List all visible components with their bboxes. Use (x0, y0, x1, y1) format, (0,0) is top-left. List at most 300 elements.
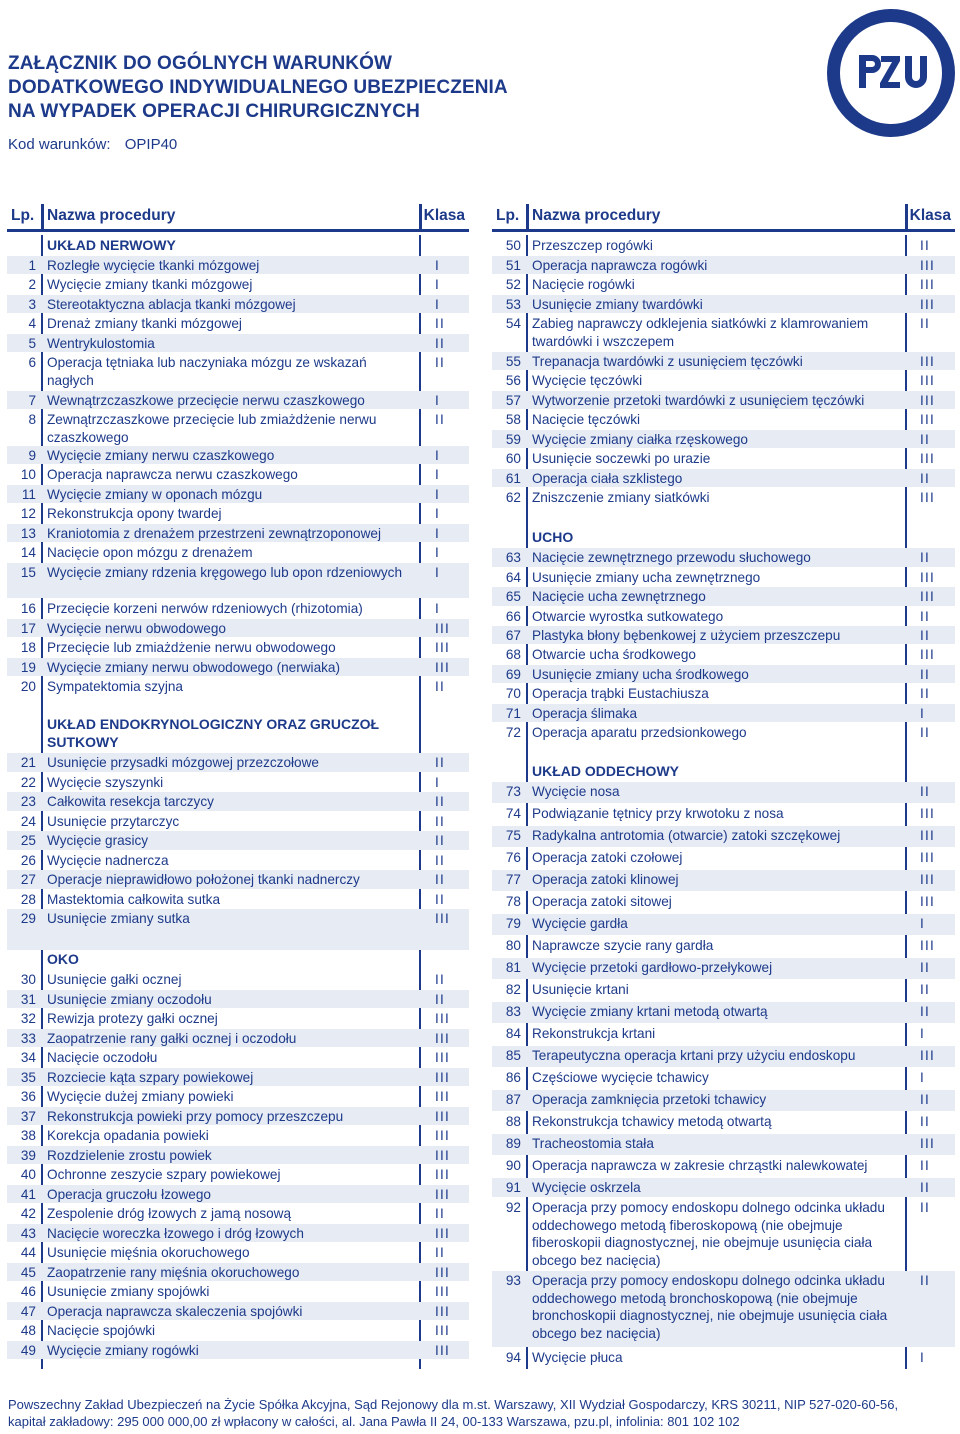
row-procedure-name: Operacja naprawcza w zakresie chrząstki nalewkowatej (532, 1158, 868, 1173)
row-procedure-name: Tracheostomia stała (532, 1136, 654, 1151)
row-klasa: III (920, 570, 935, 585)
row-klasa: I (435, 487, 440, 502)
row-klasa: I (435, 601, 440, 616)
row-procedure-name: Usunięcie zmiany sutka (47, 911, 190, 926)
row-procedure-name: Operacja przy pomocy endoskopu dolnego odcinka układu oddechowego metodą fiberoskopową (nie obejmuje fiberoskopii diagnostycznej, nie obejmuje usunięcia ciała obcego bez nacięcia) (532, 1200, 885, 1268)
table-row (492, 256, 955, 274)
table-row (492, 914, 955, 935)
row-procedure-name: Zewnątrzczaszkowe przecięcie lub zmiażdżenie nerwu czaszkowego (47, 412, 377, 445)
table-row (492, 723, 955, 761)
row-procedure-name: Rekonstrukcja powieki przy pomocy przeszczepu (47, 1109, 344, 1124)
table-row (7, 1087, 469, 1106)
row-klasa: I (435, 775, 440, 790)
row-procedure-name: Zniszczenie zmiany siatkówki (532, 490, 710, 505)
row-procedure-name: Naprawcze szycie rany gardła (532, 938, 714, 953)
table-row (7, 773, 469, 791)
row-procedure-name: Usunięcie zmiany oczodołu (47, 992, 212, 1007)
row-lp: 75 (505, 828, 521, 843)
row-klasa: III (435, 1343, 450, 1358)
row-klasa: I (920, 706, 925, 721)
row-lp: 54 (505, 316, 521, 331)
row-klasa: II (435, 892, 445, 907)
table-row (7, 1068, 469, 1086)
row-procedure-name: Wycięcie zmiany ciałka rzęskowego (532, 432, 748, 447)
row-procedure-name: Operacja naprawcza rogówki (532, 258, 708, 273)
table-row (492, 804, 955, 825)
row-lp: 47 (20, 1304, 36, 1319)
row-klasa: II (920, 982, 930, 997)
row-procedure-name: Przecięcie lub zmiażdżenie nerwu obwodowego (47, 640, 336, 655)
title-line: ZAŁĄCZNIK DO OGÓLNYCH WARUNKÓW (8, 53, 393, 74)
row-procedure-name: Rozdzielenie zrostu powiek (47, 1148, 212, 1163)
row-lp: 7 (28, 393, 36, 408)
row-lp: 45 (20, 1265, 36, 1280)
row-klasa: III (920, 589, 935, 604)
row-procedure-name: Wycięcie przetoki gardłowo-przełykowej (532, 960, 773, 975)
table-row (492, 352, 955, 370)
table-row (7, 638, 469, 657)
row-lp: 11 (21, 487, 36, 502)
row-klasa: II (435, 833, 445, 848)
row-lp: 43 (20, 1226, 36, 1241)
row-klasa: III (435, 1323, 450, 1338)
table-header (7, 202, 469, 232)
table-row (7, 1185, 469, 1203)
row-lp: 20 (20, 679, 36, 694)
row-klasa: III (920, 894, 935, 909)
row-procedure-name: Operacja ślimaka (532, 706, 638, 721)
table-row (7, 753, 469, 772)
row-procedure-name: Operacja aparatu przedsionkowego (532, 725, 747, 740)
title-line: DODATKOWEGO INDYWIDUALNEGO UBEZPIECZENIA (8, 77, 508, 98)
column-header-lp: Lp. (496, 207, 520, 224)
procedures-table-left (7, 202, 469, 1358)
row-procedure-name: Nacięcie zewnętrznego przewodu słuchowego (532, 550, 811, 565)
row-procedure-name: Operacja zatoki czołowej (532, 850, 683, 865)
row-procedure-name: Wentrykulostomia (47, 336, 155, 351)
table-row (7, 1263, 469, 1281)
row-lp: 78 (505, 894, 521, 909)
table-row (492, 958, 955, 979)
section-title: UKŁAD NERWOWY (47, 236, 176, 253)
table-row (7, 275, 469, 294)
row-procedure-name: Operacja trąbki Eustachiusza (532, 686, 709, 701)
row-procedure-name: Przeszczep rogówki (532, 238, 653, 253)
row-procedure-name: Korekcja opadania powieki (47, 1128, 209, 1143)
row-lp: 65 (505, 589, 521, 604)
row-klasa: II (435, 872, 445, 887)
row-procedure-name: Wycięcie zmiany nerwu czaszkowego (47, 448, 275, 463)
section-heading (7, 951, 469, 969)
table-row (7, 1009, 469, 1028)
table-row (7, 334, 469, 352)
table-row (492, 826, 955, 847)
table-row (492, 645, 955, 664)
row-lp: 38 (20, 1128, 36, 1143)
conditions-code (8, 136, 648, 153)
row-lp: 44 (20, 1245, 36, 1260)
column-header-name: Nazwa procedury (47, 207, 176, 224)
row-klasa: III (920, 451, 935, 466)
row-lp: 66 (505, 609, 521, 624)
row-lp: 27 (20, 872, 36, 887)
row-procedure-name: Wycięcie szyszynki (47, 775, 164, 790)
row-lp: 49 (20, 1343, 36, 1358)
table-row (492, 488, 955, 524)
row-lp: 8 (28, 412, 36, 427)
row-lp: 87 (505, 1092, 521, 1107)
row-klasa: II (920, 1092, 930, 1107)
footer-line: Powszechny Zakład Ubezpieczeń na Życie Spółka Akcyjna, Sąd Rejonowy dla m.st. Warszawy, XII Wydział Gospodarczy, KRS 30211, NIP 527-020-60-56, (8, 1397, 899, 1412)
table-row (492, 870, 955, 891)
row-procedure-name: Kraniotomia z drenażem przestrzeni zewnątrzoponowej (47, 526, 381, 541)
row-klasa: III (920, 828, 935, 843)
table-row (492, 665, 955, 683)
row-procedure-name: Usunięcie gałki ocznej (47, 972, 182, 987)
row-procedure-name: Usunięcie zmiany ucha środkowego (532, 667, 749, 682)
row-lp: 37 (20, 1109, 36, 1124)
row-lp: 81 (505, 960, 521, 975)
row-procedure-name: Operacje nieprawidłowo położonej tkanki nadnerczy (47, 872, 360, 887)
row-procedure-name: Wycięcie płuca (532, 1350, 623, 1365)
row-procedure-name: Rekonstrukcja opony twardej (47, 506, 222, 521)
row-procedure-name: Otwarcie ucha środkowego (532, 647, 696, 662)
row-procedure-name: Wycięcie nadnercza (47, 853, 169, 868)
row-procedure-name: Wycięcie gardła (532, 916, 628, 931)
table-row (7, 990, 469, 1008)
row-klasa: II (435, 1206, 445, 1221)
table-row (7, 909, 469, 950)
row-klasa: III (435, 1031, 450, 1046)
table-row (492, 1046, 955, 1067)
table-row (7, 314, 469, 333)
table-row (492, 469, 955, 487)
row-lp: 14 (20, 545, 36, 560)
row-klasa: II (435, 1245, 445, 1260)
row-lp: 84 (505, 1026, 521, 1041)
row-procedure-name: Terapeutyczna operacja krtani przy użyciu endoskopu (532, 1048, 856, 1063)
table-row (7, 1224, 469, 1242)
row-klasa: III (920, 412, 935, 427)
row-lp: 3 (28, 297, 36, 312)
row-lp: 86 (505, 1070, 521, 1085)
row-klasa: II (920, 725, 930, 740)
row-procedure-name: Usunięcie przysadki mózgowej przezczołowe (47, 755, 319, 770)
row-klasa: II (920, 432, 930, 447)
row-procedure-name: Częściowe wycięcie tchawicy (532, 1070, 709, 1085)
row-lp: 5 (28, 336, 36, 351)
row-lp: 83 (505, 1004, 521, 1019)
row-lp: 94 (505, 1350, 521, 1365)
row-lp: 39 (20, 1148, 36, 1163)
row-klasa: I (435, 545, 440, 560)
row-klasa: I (920, 916, 925, 931)
row-klasa: I (435, 297, 440, 312)
row-klasa: I (435, 565, 440, 580)
row-procedure-name: Ochronne zeszycie szpary powiekowej (47, 1167, 281, 1182)
table-row (492, 1156, 955, 1177)
row-lp: 77 (505, 872, 521, 887)
row-klasa: I (920, 1026, 925, 1041)
row-procedure-name: Usunięcie zmiany twardówki (532, 297, 703, 312)
table-row (7, 1126, 469, 1145)
row-lp: 68 (505, 647, 521, 662)
row-lp: 48 (20, 1323, 36, 1338)
table-row (7, 256, 469, 274)
table-row (492, 1271, 955, 1347)
row-procedure-name: Usunięcie soczewki po urazie (532, 451, 711, 466)
pzu-logo-icon (826, 8, 956, 138)
row-lp: 61 (505, 471, 521, 486)
row-lp: 79 (505, 916, 521, 931)
table-row (7, 485, 469, 503)
table-row (7, 1321, 469, 1340)
row-klasa: III (920, 938, 935, 953)
column-header-klasa: Klasa (423, 207, 465, 224)
row-procedure-name: Rewizja protezy gałki ocznej (47, 1011, 218, 1026)
row-lp: 85 (505, 1048, 521, 1063)
table-row (7, 1302, 469, 1320)
row-klasa: III (920, 872, 935, 887)
row-lp: 32 (20, 1011, 36, 1026)
row-klasa: III (920, 490, 935, 505)
row-procedure-name: Rozciecie kąta szpary powiekowej (47, 1070, 254, 1085)
table-row (492, 684, 955, 703)
company-footer (8, 1396, 952, 1430)
row-lp: 88 (505, 1114, 521, 1129)
row-klasa: III (920, 647, 935, 662)
row-klasa: II (920, 550, 930, 565)
row-lp: 28 (20, 892, 36, 907)
row-procedure-name: Operacja zamknięcia przetoki tchawicy (532, 1092, 767, 1107)
row-klasa: III (920, 1136, 935, 1151)
row-klasa: III (435, 1128, 450, 1143)
row-procedure-name: Nacięcie woreczka łzowego i dróg łzowych (47, 1226, 304, 1241)
row-procedure-name: Wycięcie zmiany rogówki (47, 1343, 199, 1358)
row-lp: 62 (505, 490, 521, 505)
table-row (7, 391, 469, 409)
row-procedure-name: Całkowita resekcja tarczycy (47, 794, 214, 809)
table-row (492, 314, 955, 351)
row-klasa: II (920, 784, 930, 799)
row-lp: 25 (20, 833, 36, 848)
row-lp: 31 (20, 992, 36, 1007)
row-klasa: I (435, 467, 440, 482)
code-label: Kod warunków: (8, 136, 111, 153)
row-lp: 17 (20, 621, 36, 636)
column-header-name: Nazwa procedury (532, 207, 661, 224)
row-klasa: II (920, 609, 930, 624)
table-row (7, 504, 469, 523)
row-klasa: II (920, 471, 930, 486)
row-lp: 57 (505, 393, 521, 408)
row-lp: 35 (20, 1070, 36, 1085)
table-row (492, 607, 955, 625)
row-lp: 80 (505, 938, 521, 953)
row-procedure-name: Operacja gruczołu łzowego (47, 1187, 211, 1202)
row-lp: 10 (20, 467, 36, 482)
table-row (7, 831, 469, 850)
row-klasa: I (435, 448, 440, 463)
table-row (7, 812, 469, 830)
row-procedure-name: Wycięcie dużej zmiany powieki (47, 1089, 234, 1104)
row-procedure-name: Wycięcie tęczówki (532, 373, 643, 388)
row-procedure-name: Usunięcie zmiany ucha zewnętrznego (532, 570, 761, 585)
row-klasa: III (435, 1226, 450, 1241)
title-line: NA WYPADEK OPERACJI CHIRURGICZNYCH (8, 101, 420, 122)
row-klasa: III (435, 1011, 450, 1026)
row-klasa: III (920, 297, 935, 312)
row-lp: 91 (505, 1180, 521, 1195)
table-row (7, 970, 469, 989)
row-lp: 24 (20, 814, 36, 829)
row-lp: 23 (20, 794, 36, 809)
row-lp: 50 (505, 238, 521, 253)
row-procedure-name: Wycięcie zmiany nerwu obwodowego (nerwiaka) (47, 660, 341, 675)
section-title: OKO (47, 950, 79, 967)
row-lp: 4 (28, 316, 36, 331)
row-procedure-name: Wewnątrzczaszkowe przecięcie nerwu czaszkowego (47, 393, 365, 408)
row-lp: 64 (505, 570, 521, 585)
row-procedure-name: Operacja zatoki klinowej (532, 872, 679, 887)
table-row (492, 1068, 955, 1089)
section-heading (7, 236, 469, 255)
table-row (7, 295, 469, 313)
section-title: UCHO (532, 528, 574, 545)
section-title: UKŁAD ODDECHOWY (532, 762, 679, 779)
row-lp: 67 (505, 628, 521, 643)
row-lp: 55 (505, 354, 521, 369)
table-row (492, 275, 955, 294)
row-klasa: III (435, 1304, 450, 1319)
row-procedure-name: Przecięcie korzeni nerwów rdzeniowych (rhizotomia) (47, 601, 363, 616)
row-klasa: III (920, 850, 935, 865)
row-klasa: III (435, 1089, 450, 1104)
row-lp: 16 (20, 601, 36, 616)
row-klasa: II (920, 667, 930, 682)
table-row (7, 543, 469, 562)
row-lp: 69 (505, 667, 521, 682)
row-lp: 89 (505, 1136, 521, 1151)
row-klasa: I (435, 526, 440, 541)
table-row (7, 792, 469, 811)
row-klasa: III (920, 806, 935, 821)
row-lp: 72 (505, 725, 521, 740)
table-row (7, 446, 469, 464)
section-heading (492, 525, 955, 547)
row-procedure-name: Nacięcie opon mózgu z drenażem (47, 545, 253, 560)
row-klasa: III (435, 1167, 450, 1182)
row-procedure-name: Wycięcie grasicy (47, 833, 149, 848)
row-lp: 34 (20, 1050, 36, 1065)
row-lp: 92 (505, 1200, 521, 1215)
table-row (492, 587, 955, 606)
table-row (7, 1107, 469, 1125)
section-heading (7, 715, 469, 752)
row-klasa: III (435, 640, 450, 655)
row-klasa: II (435, 853, 445, 868)
row-lp: 93 (505, 1273, 521, 1288)
row-procedure-name: Stereotaktyczna ablacja tkanki mózgowej (47, 297, 296, 312)
row-procedure-name: Trepanacja twardówki z usunięciem tęczówki (532, 354, 803, 369)
row-klasa: II (920, 1158, 930, 1173)
table-row (492, 410, 955, 429)
row-procedure-name: Operacja naprawcza nerwu czaszkowego (47, 467, 298, 482)
table-row (492, 848, 955, 869)
table-row (7, 1146, 469, 1164)
table-row (492, 1002, 955, 1023)
section-title: UKŁAD ENDOKRYNOLOGICZNY ORAZ GRUCZOŁ SUTKOWY (47, 716, 380, 750)
table-row (492, 1178, 955, 1197)
row-procedure-name: Plastyka błony bębenkowej z użyciem przeszczepu (532, 628, 841, 643)
row-klasa: III (435, 1050, 450, 1065)
row-lp: 60 (505, 451, 521, 466)
row-procedure-name: Nacięcie spojówki (47, 1323, 156, 1338)
table-row (7, 619, 469, 637)
row-lp: 58 (505, 412, 521, 427)
row-lp: 56 (505, 373, 521, 388)
row-procedure-name: Otwarcie wyrostka sutkowatego (532, 609, 724, 624)
row-procedure-name: Rekonstrukcja tchawicy metodą otwartą (532, 1114, 772, 1129)
table-row (492, 892, 955, 913)
row-procedure-name: Operacja zatoki sitowej (532, 894, 672, 909)
table-row (492, 1348, 955, 1367)
row-procedure-name: Nacięcie tęczówki (532, 412, 641, 427)
column-header-klasa: Klasa (909, 207, 951, 224)
row-lp: 41 (20, 1187, 36, 1202)
table-row (7, 599, 469, 618)
row-lp: 74 (505, 806, 521, 821)
row-klasa: II (920, 628, 930, 643)
table-row (492, 548, 955, 567)
row-procedure-name: Operacja tętniaka lub naczyniaka mózgu ze wskazań nagłych (47, 355, 367, 388)
row-lp: 9 (28, 448, 36, 463)
row-klasa: II (920, 238, 930, 253)
row-procedure-name: Nacięcie ucha zewnętrznego (532, 589, 706, 604)
row-klasa: I (435, 277, 440, 292)
table-row (492, 1134, 955, 1155)
row-lp: 2 (28, 277, 36, 292)
row-klasa: III (435, 1187, 450, 1202)
table-row (492, 1090, 955, 1111)
row-klasa: I (435, 258, 440, 273)
row-lp: 40 (20, 1167, 36, 1182)
header-divider (419, 204, 422, 230)
row-procedure-name: Operacja ciała szklistego (532, 471, 683, 486)
row-lp: 36 (20, 1089, 36, 1104)
row-klasa: III (435, 1109, 450, 1124)
table-row (492, 568, 955, 586)
row-procedure-name: Wycięcie zmiany rdzenia kręgowego lub opon rdzeniowych (47, 565, 403, 580)
table-row (7, 890, 469, 908)
row-procedure-name: Radykalna antrotomia (otwarcie) zatoki szczękowej (532, 828, 841, 843)
pzu-logo (826, 8, 956, 138)
row-procedure-name: Wycięcie zmiany tkanki mózgowej (47, 277, 253, 292)
column-header-lp: Lp. (11, 207, 35, 224)
row-lp: 13 (20, 526, 36, 541)
table-row (7, 353, 469, 390)
row-klasa: II (435, 355, 445, 370)
row-procedure-name: Wycięcie nerwu obwodowego (47, 621, 226, 636)
row-lp: 76 (505, 850, 521, 865)
row-klasa: II (920, 1273, 930, 1288)
row-klasa: III (435, 1070, 450, 1085)
row-klasa: II (920, 686, 930, 701)
row-procedure-name: Mastektomia całkowita sutka (47, 892, 221, 907)
document-title (8, 52, 648, 124)
row-procedure-name: Drenaż zmiany tkanki mózgowej (47, 316, 242, 331)
row-lp: 71 (505, 706, 521, 721)
